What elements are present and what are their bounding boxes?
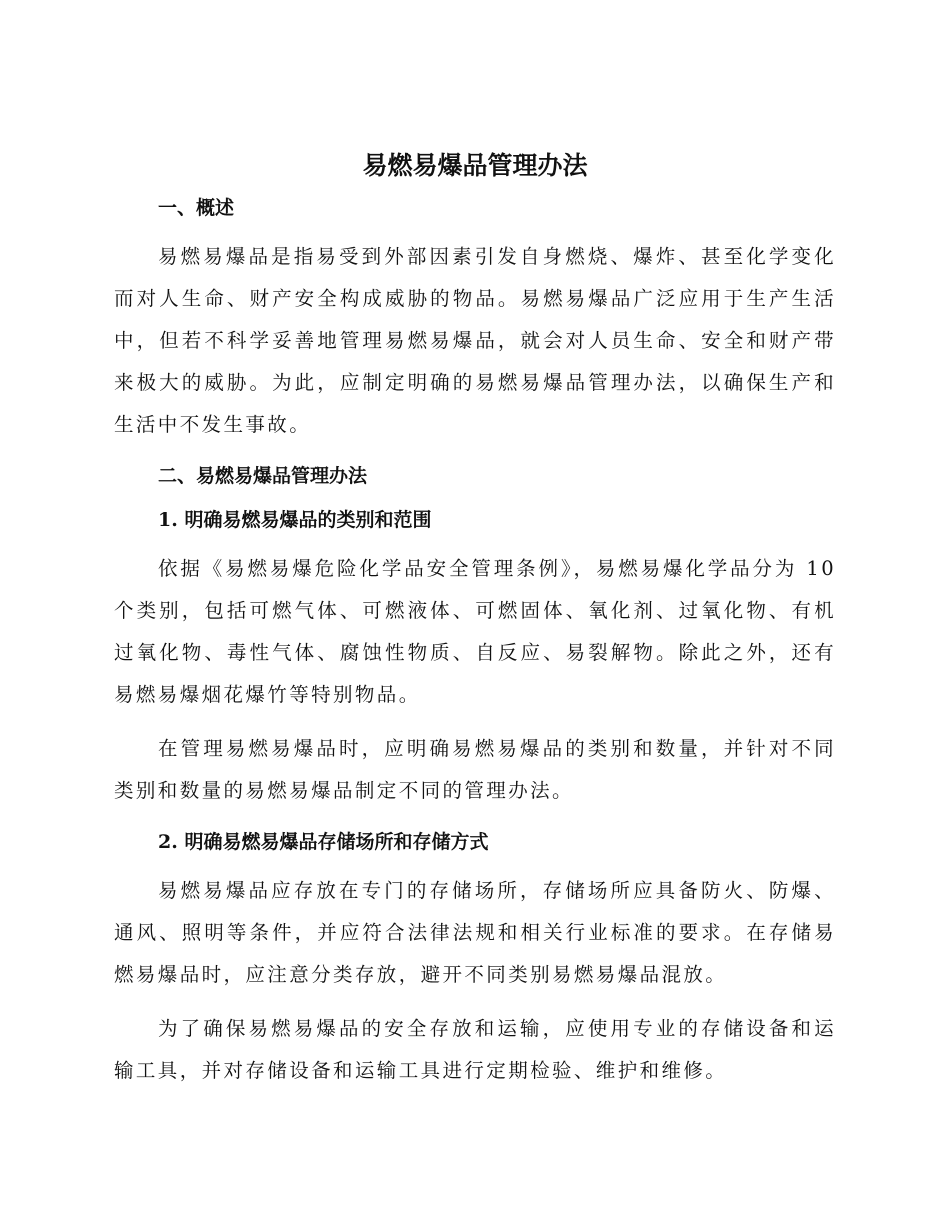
document-body xyxy=(114,192,836,1092)
spacer xyxy=(114,224,836,236)
spacer xyxy=(114,536,836,548)
spacer xyxy=(114,812,836,826)
spacer xyxy=(114,858,836,870)
paragraph-categories-2: 在管理易燃易爆品时，应明确易燃易爆品的类别和数量，并针对不同类别和数量的易燃易爆品制定不同的管理办法。 xyxy=(114,737,836,802)
paragraph-categories-1: 依据《易燃易爆危险化学品安全管理条例》，易燃易爆化学品分为 10 个类别，包括可燃气体、可燃液体、可燃固体、氧化剂、过氧化物、有机过氧化物、毒性气体、腐蚀性物质、自反应、易裂解物。除此之外，还有易燃易爆烟花爆竹等特别物品。 xyxy=(114,557,836,706)
spacer xyxy=(114,716,836,728)
document-title: 易燃易爆品管理办法 xyxy=(362,151,588,180)
paragraph-storage-1: 易燃易爆品应存放在专门的存储场所，存储场所应具备防火、防爆、通风、照明等条件，并应符合法律法规和相关行业标准的要求。在存储易燃易爆品时，应注意分类存放，避开不同类别易燃易爆品混放。 xyxy=(114,879,836,986)
subsection-heading-storage: 2. 明确易燃易爆品存储场所和存储方式 xyxy=(158,831,489,853)
paragraph-overview: 易燃易爆品是指易受到外部因素引发自身燃烧、爆炸、甚至化学变化而对人生命、财产安全构成威胁的物品。易燃易爆品广泛应用于生产生活中，但若不科学妥善地管理易燃易爆品，就会对人员生命、安全和财产带来极大的威胁。为此，应制定明确的易燃易爆品管理办法，以确保生产和生活中不发生事故。 xyxy=(114,245,836,436)
paragraph-storage-2: 为了确保易燃易爆品的安全存放和运输，应使用专业的存储设备和运输工具，并对存储设备和运输工具进行定期检验、维护和维修。 xyxy=(114,1017,836,1082)
section-heading-management: 二、易燃易爆品管理办法 xyxy=(158,465,368,487)
spacer xyxy=(114,996,836,1008)
spacer xyxy=(114,492,836,504)
section-heading-overview: 一、概述 xyxy=(158,197,235,219)
spacer xyxy=(114,446,836,460)
subsection-heading-categories: 1. 明确易燃易爆品的类别和范围 xyxy=(158,509,432,531)
